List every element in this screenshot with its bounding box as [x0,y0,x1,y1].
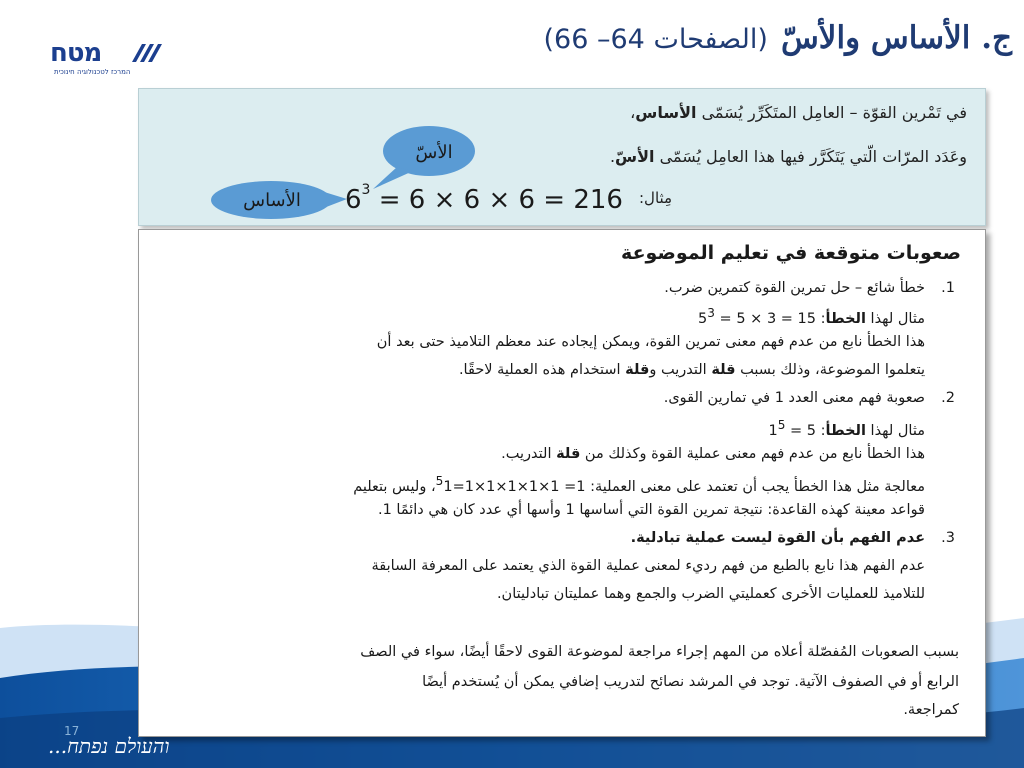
item-3-line-1: عدم الفهم بأن القوة ليست عملية تبادلية. [630,530,925,546]
exponent: 5 [435,474,444,488]
item-2-line-1: صعوبة فهم معنى العدد 1 في تمارين القوى. [663,390,925,406]
definition-punct: . [609,147,616,166]
text: هذا الخطأ نابع من عدم فهم معنى عملية القوة وكذلك من [580,446,925,462]
item-1-line-3: هذا الخطأ نابع من عدم فهم معنى تمرين القوة، ويمكن إيجاده عند معظم التلاميذ حتى بعد أن [376,334,925,350]
item-1-line-4 [459,362,925,378]
item-2-line-3 [501,446,925,462]
item-1-line-1: خطأ شائع – حل تمرين القوة كتمرين ضرب. [664,280,925,296]
logo-mark-icon [128,42,166,64]
exponent-bubble: الأسّ [415,141,453,163]
definition-text: في تَمْرين القوّة – العامِل المتَكَرِّر يُسَمّى [696,103,967,122]
error-word: الخطأ [825,310,866,327]
logo-tagline: המרכז לטכנולוגיה חינוכית [54,68,131,76]
footer-slogan: והעולם נפתח... [48,734,170,758]
item-2-number: .2 [941,390,955,406]
term-exponent: الأسّ [615,147,655,166]
example-formula [345,182,623,215]
text: استخدام هذه العملية لاحقًا. [458,362,626,378]
item-1-number: .1 [941,280,955,296]
item-3-line-3: للتلاميذ للعمليات الأخرى كعمليتي الضرب والجمع وهما عمليتان تبادليتان. [496,586,925,602]
definition-panel [138,88,986,226]
formula-base: 6 [345,185,362,215]
title-main: ج. الأساس والأسّ [780,20,1012,56]
emphasis: قلة [711,362,736,378]
definition-line-2 [610,147,967,166]
content-heading: صعوبات متوقعة في تعليم الموضوعة [621,242,961,264]
logo-name: מטח [50,38,102,68]
text: يتعلموا الموضوعة، وذلك بسبب [735,362,925,378]
item-2-line-4 [353,474,925,495]
content-panel [138,229,986,737]
page-title [544,20,1013,56]
logo [50,38,170,82]
page-number: 17 [64,724,80,738]
example-label: مِثال: [639,189,673,207]
error-word: الخطأ [825,422,866,439]
item-3-line-2: عدم الفهم هذا نابع بالطبع من فهم رديء لمعنى عملية القوة الذي يعتمد على المعرفة السابقة [371,558,925,574]
emphasis: قلة [625,362,650,378]
example-equation: : 15 = 3 × 5 = 5 [698,310,826,327]
item-2-line-2 [768,418,925,439]
text: 1، وليس بتعليم [353,478,453,495]
example-exponent: 5 [777,418,786,432]
text: معالجة مثل هذا الخطأ يجب أن تعتمد على معنى العملية: 1= 1×1×1×1×1= [452,478,925,495]
example-equation: : 5 = 1 [768,422,826,439]
example-exponent: 3 [707,306,715,320]
definition-text: وعَدَد المرّات الّتي يَتَكَرَّر فيها هذا العامِل يُسَمّى [654,147,967,166]
title-pages: (الصفحات 64– 66) [543,24,768,55]
text: التدريب و [649,362,712,378]
text: التدريب. [501,446,557,462]
closing-line-1: بسبب الصعوبات المُفصّلة أعلاه من المهم إجراء مراجعة لموضوعة القوى لاحقًا أيضًا، سواء في الصف [360,644,959,660]
base-bubble: الأساس [243,189,301,211]
item-3-number: .3 [941,530,955,546]
item-2-line-5: قواعد معينة كهذه القاعدة: نتيجة تمرين القوة التي أساسها 1 وأسها أي عدد كان هي دائمًا 1. [377,502,925,518]
emphasis: قلة [556,446,581,462]
closing-line-2: الرابع أو في الصفوف الآتية. توجد في المرشد نصائح لتدريب إضافي يمكن أن يُستخدم أيضًا [422,674,959,690]
formula-exponent: 3 [361,182,371,199]
closing-line-3: كمراجعة. [903,702,959,718]
example-prefix: مثال لهذا [865,310,925,327]
formula-rest: = 6 × 6 × 6 = 216 [370,185,623,215]
definition-punct: ، [630,103,636,122]
definition-line-1 [630,103,967,122]
item-1-line-2 [698,306,925,327]
example-prefix: مثال لهذا [865,422,925,439]
term-base: الأساس [635,103,697,122]
